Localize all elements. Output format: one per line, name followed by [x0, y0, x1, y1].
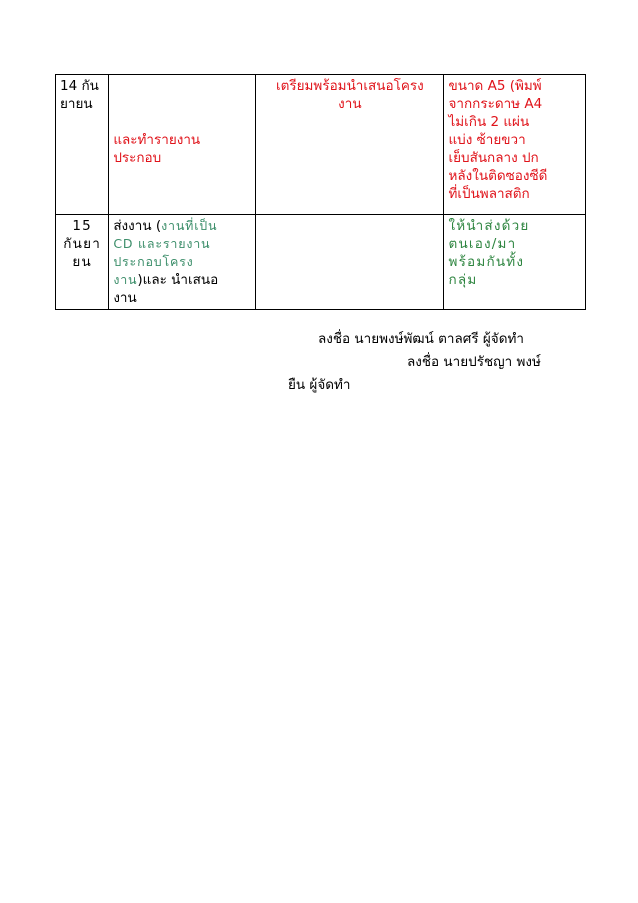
task-text: ส่งงาน ( [113, 218, 162, 234]
task-text-highlight: งาน [113, 272, 138, 287]
note-line: พร้อมกันทั้ง [448, 254, 525, 270]
date-line: ยายน [60, 96, 93, 112]
note-line: กลุ่ม [448, 272, 478, 288]
date-line: 14 กัน [60, 78, 99, 94]
note-line: ตนเอง/มา [448, 236, 517, 252]
task-line: ประกอบ [113, 150, 162, 166]
task-line: และทำรายงาน [113, 132, 201, 148]
note-line: เย็บสันกลาง ปก [448, 150, 539, 166]
table-row [56, 75, 586, 215]
task-line: งาน [113, 290, 137, 306]
task-cell [109, 75, 256, 215]
schedule-table [55, 74, 586, 310]
signature-line: ลงชื่อ นายพงษ์พัฒน์ ตาลศรี ผู้จัดทำ [318, 331, 524, 347]
task-cell [109, 215, 256, 310]
signature-line: ยืน ผู้จัดทำ [288, 377, 351, 393]
date-cell [56, 215, 109, 310]
date-cell [56, 75, 109, 215]
date-line: กันยา [63, 236, 101, 252]
note-cell [444, 215, 586, 310]
note-line: ขนาด A5 (พิมพ์ [448, 78, 542, 94]
task-line: ประกอบโครง [113, 254, 194, 269]
detail-line: งาน [338, 96, 362, 112]
note-line: ให้นำส่งด้วย [448, 218, 530, 234]
detail-cell [256, 215, 444, 310]
detail-cell [256, 75, 444, 215]
task-line [113, 217, 251, 235]
table-row [56, 215, 586, 310]
note-cell [444, 75, 586, 215]
date-line: 15 [72, 218, 92, 234]
note-line: แบ่ง ซ้ายขวา [448, 132, 526, 148]
task-text-highlight: งานที่เป็น [161, 218, 218, 233]
note-line: ไม่เกิน 2 แผ่น [448, 114, 530, 130]
signature-line: ลงชื่อ นายปรัชญา พงษ์ [407, 354, 541, 370]
task-line [113, 271, 251, 289]
task-line: CD และรายงาน [113, 236, 211, 251]
note-line: หลังในติดซองซีดี [448, 168, 548, 184]
task-text: )และ นำเสนอ [137, 272, 219, 288]
note-line: จากกระดาษ A4 [448, 96, 543, 112]
date-line: ยน [72, 254, 92, 270]
note-line: ที่เป็นพลาสติก [448, 186, 530, 202]
detail-line: เตรียมพร้อมนำเสนอโครง [275, 78, 424, 94]
